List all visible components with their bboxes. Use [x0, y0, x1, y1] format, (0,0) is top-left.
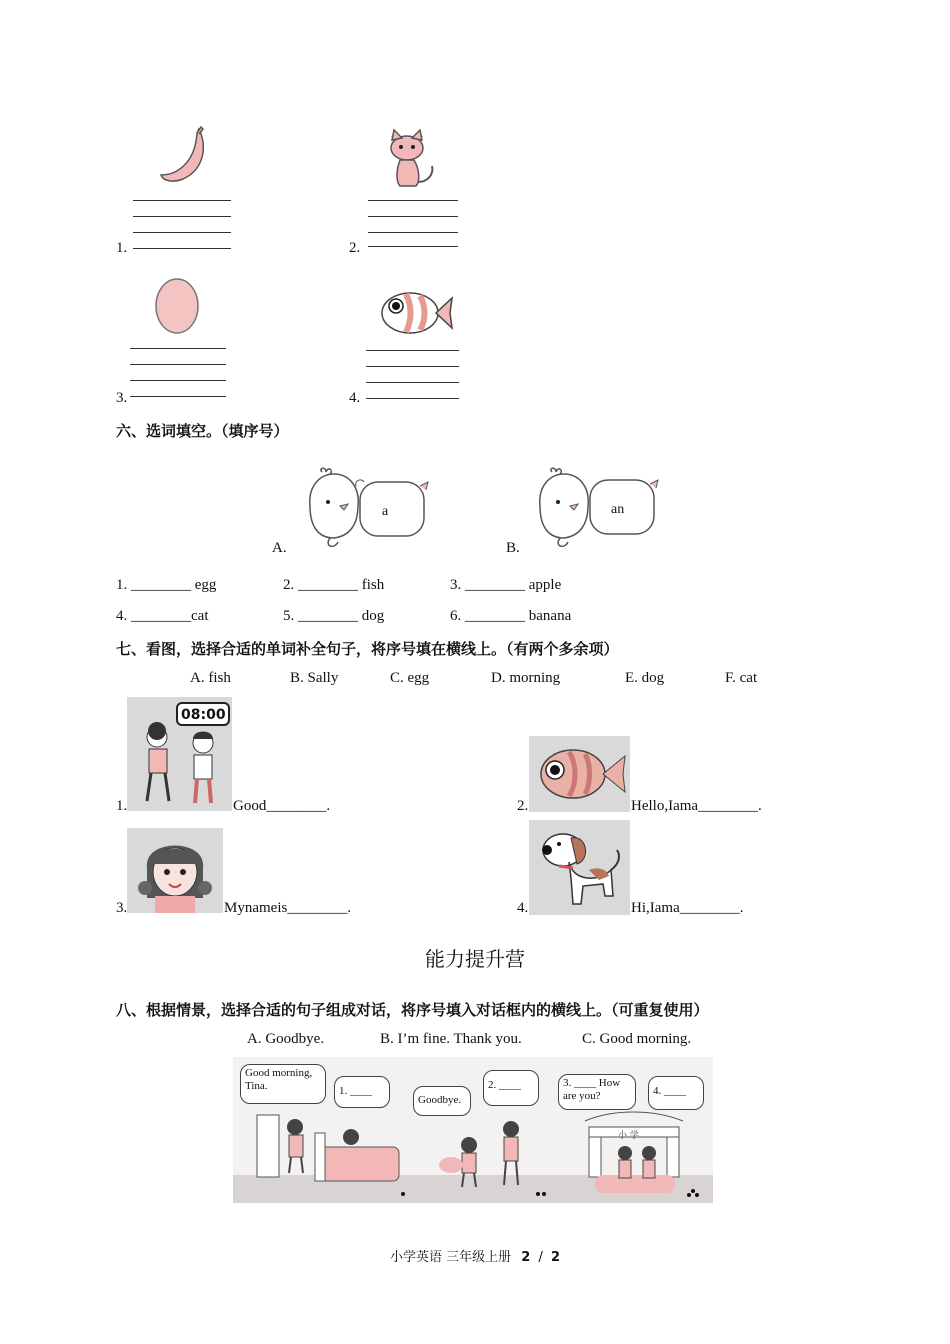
s6-row2-item2: 5. ________ dog [283, 608, 385, 624]
speech-bubble-3: Goodbye. [413, 1086, 471, 1116]
s6-row2-item3: 6. ________ banana [450, 608, 572, 624]
s7-option-e: E. dog [625, 670, 665, 686]
fish-picture [378, 286, 454, 340]
clock-time: 08:00 [181, 707, 226, 723]
s7-item-4-number: 4. [517, 900, 529, 916]
footer-text: 小学英语 三年级上册 [389, 1250, 512, 1265]
s8-option-c: C. Good morning. [582, 1031, 692, 1047]
s6-row1-item2: 2. ________ fish [283, 577, 385, 593]
section6-heading: 六、选词填空。（填序号） [116, 422, 289, 440]
s5-item-1-number: 1. [116, 240, 128, 256]
s7-option-f: F. cat [725, 670, 758, 686]
speech-bubble-5: 3. ____ How are you? [558, 1074, 636, 1110]
speech-bubble-4: 2. ____ [483, 1070, 539, 1106]
s7-item-3-text: Mynameis________. [224, 900, 352, 916]
footer-total: 2 [550, 1250, 561, 1265]
section7-heading: 七、看图，选择合适的单词补全句子，将序号填在横线上。（有两个多余项） [116, 640, 619, 658]
school-sign: 小 学 [618, 1131, 639, 1141]
s7-option-d: D. morning [491, 670, 561, 686]
s7-item-3-number: 3. [116, 900, 128, 916]
option-a-word: a [382, 504, 389, 519]
page-footer [0, 1246, 950, 1265]
s7-item-1-number: 1. [116, 798, 128, 814]
chick-a-icon [304, 466, 434, 552]
s6-row1-item1: 1. ________ egg [116, 577, 217, 593]
banana-picture [155, 125, 215, 187]
speech-bubble-2: 1. ____ [334, 1076, 390, 1108]
s7-item-1-text: Good________. [233, 798, 331, 814]
chick-b-icon [534, 466, 664, 552]
cat-picture [382, 126, 442, 190]
s5-item-3-number: 3. [116, 390, 128, 406]
s6-row1-item3: 3. ________ apple [450, 577, 562, 593]
s7-item-2-text: Hello,Iama________. [631, 798, 762, 814]
section-title: 能力提升营 [425, 947, 525, 971]
dog-picture [529, 820, 630, 915]
fish-photo [529, 736, 630, 812]
s8-option-b: B. I’m fine. Thank you. [380, 1031, 522, 1047]
s7-item-4-text: Hi,Iama________. [631, 900, 744, 916]
speech-bubble-6: 4. ____ [648, 1076, 704, 1110]
s6-row2-item1: 4. ________cat [116, 608, 209, 624]
s7-option-a: A. fish [190, 670, 231, 686]
option-b-label: B. [506, 540, 520, 556]
s7-item-2-number: 2. [517, 798, 529, 814]
girl-picture [127, 828, 223, 913]
s7-option-c: C. egg [390, 670, 430, 686]
s5-item-4-number: 4. [349, 390, 361, 406]
s5-item-2-number: 2. [349, 240, 361, 256]
s8-option-a: A. Goodbye. [247, 1031, 325, 1047]
section8-heading: 八、根据情景，选择合适的句子组成对话，将序号填入对话框内的横线上。（可重复使用） [116, 1001, 709, 1019]
option-a-label: A. [272, 540, 287, 556]
egg-picture [152, 274, 202, 336]
option-b-word: an [611, 502, 625, 517]
speech-bubble-1: Good morning, Tina. [240, 1064, 326, 1104]
footer-page: 2 [521, 1250, 531, 1265]
s7-option-b: B. Sally [290, 670, 339, 686]
footer-sep: / [538, 1250, 543, 1265]
